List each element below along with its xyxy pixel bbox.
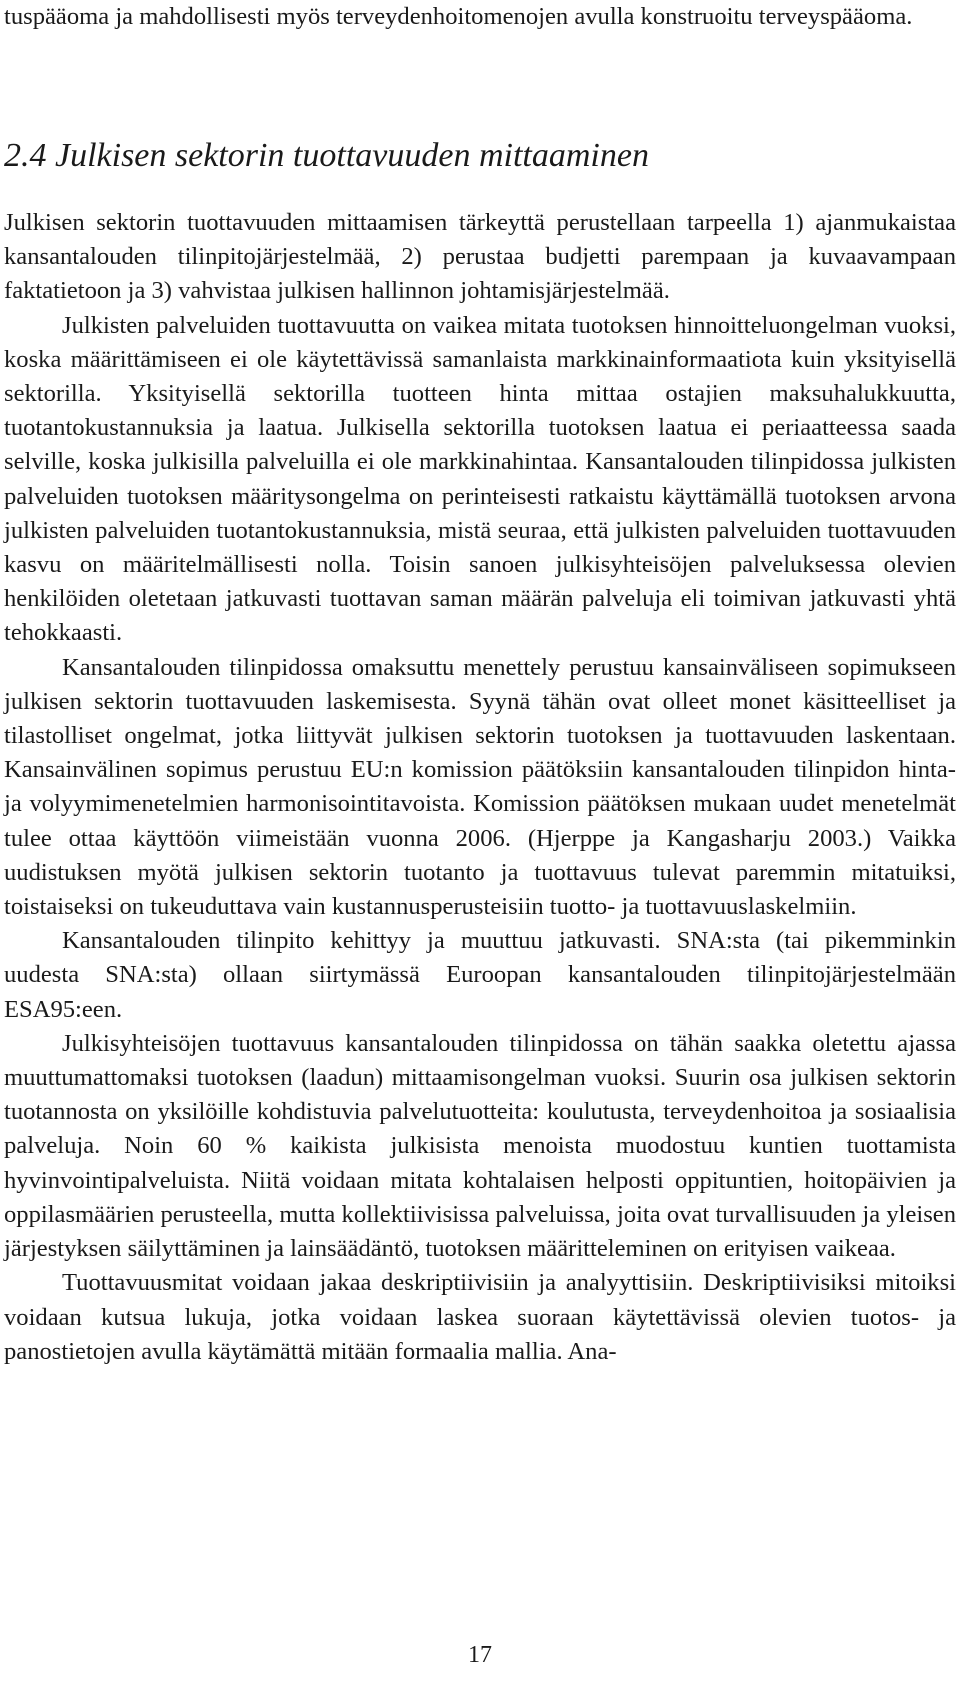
section-body: [4, 206, 956, 1369]
paragraph-6: Tuottavuusmitat voidaan jakaa deskriptiivisiin ja analyyttisiin. Deskriptiivisiksi mitoiksi voidaan kutsua lukuja, jotka voidaan laskea suoraan käytettävissä olevien tuotos- ja panostietojen avulla käytämättä mitään formaalia mallia. Ana-: [4, 1269, 956, 1365]
paragraph-4: Kansantalouden tilinpito kehittyy ja muuttuu jatkuvasti. SNA:sta (tai pikemminkin uudesta SNA:sta) ollaan siirtymässä Euroopan kansantalouden tilinpitojärjestelmään ESA95:een.: [4, 927, 956, 1023]
paragraph-3: Kansantalouden tilinpidossa omaksuttu menettely perustuu kansainväliseen sopimukseen julkisen sektorin tuottavuuden laskemisesta. Syynä tähän ovat olleet monet käsitteelliset ja tilastolliset ongelmat, jotka liittyvät julkisen sektorin tuotoksen ja tuottavuuden laskentaan. Kansainvälinen sopimus perustuu EU:n komission päätöksiin kansantalouden tilinpidon hinta- ja volyymimenetelmien harmonisointitavoista. Komission päätöksen mukaan uudet menetelmät tulee ottaa käyttöön viimeistään vuonna 2006. (Hjerppe ja Kangasharju 2003.) Vaikka uudistuksen myötä julkisen sektorin tuotanto ja tuottavuus tulevat paremmin mitatuiksi, toistaiseksi on tukeuduttava vain kustannusperusteisiin tuotto- ja tuottavuuslaskelmiin.: [4, 653, 956, 921]
section-heading: 2.4 Julkisen sektorin tuottavuuden mittaaminen: [4, 137, 649, 174]
document-page: [4, 0, 956, 1365]
paragraph-5: Julkisyhteisöjen tuottavuus kansantalouden tilinpidossa on tähän saakka oletettu ajassa muuttumattomaksi tuotoksen (laadun) mittaamisongelman vuoksi. Suurin osa julkisen sektorin tuotannosta on yksilöille kohdistuvia palvelutuotteita: koulutusta, terveydenhoitoa ja sosiaalisia palveluja. Noin 60 % kaikista julkisista menoista muodostuu kuntien tuottamista hyvinvointipalveluista. Niitä voidaan mitata kohtalaisen helposti oppituntien, hoitopäivien ja oppilasmäärien perusteella, mutta kollektiivisissa palveluissa, joita ovat turvallisuuden ja yleisen järjestyksen säilyttäminen ja lainsäädäntö, tuotoksen määritteleminen on erityisen vaikeaa.: [4, 1029, 956, 1263]
page-number: 17: [468, 1642, 492, 1668]
paragraph-2: Julkisten palveluiden tuottavuutta on vaikea mitata tuotoksen hinnoitteluongelman vuoksi, koska määrittämiseen ei ole käytettävissä samanlaista markkinainformaatiota kuin yksityisellä sektorilla. Yksityisellä sektorilla tuotteen hinta mittaa ostajien maksuhalukkuutta, tuotantokustannuksia ja laatua. Julkisella sektorilla tuotoksen laatua ei periaatteessa saada selville, koska julkisilla palveluilla ei ole markkinahintaa. Kansantalouden tilinpidossa julkisten palveluiden tuotoksen määritysongelma on perinteisesti ratkaistu käyttämällä tuotoksen arvona julkisten palveluiden tuotantokustannuksia, mistä seuraa, että julkisten palveluiden tuottavuuden kasvu on määritelmällisesti nolla. Toisin sanoen julkisyhteisöjen palveluksessa olevien henkilöiden oletetaan jatkuvasti tuottavan saman määrän palveluja eli toimivan jatkuvasti yhtä tehokkaasti.: [4, 311, 956, 647]
paragraph-1: Julkisen sektorin tuottavuuden mittaamisen tärkeyttä perustellaan tarpeella 1) ajanmukaistaa kansantalouden tilinpitojärjestelmää, 2) perustaa budjetti parempaan ja kuvaavampaan faktatietoon ja 3) vahvistaa julkisen hallinnon johtamisjärjestelmää.: [4, 209, 956, 305]
lead-paragraph: tuspääoma ja mahdollisesti myös terveydenhoitomenojen avulla konstruoitu terveyspääoma.: [4, 3, 913, 30]
